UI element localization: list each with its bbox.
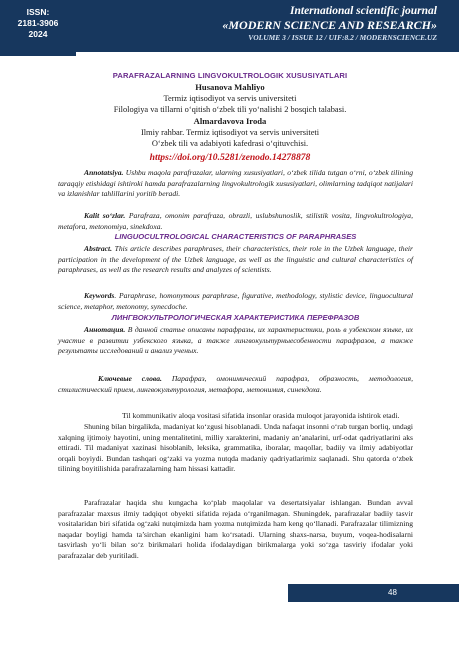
abstract-label-uz: Annotatsiya. <box>84 168 124 177</box>
keywords-uz <box>58 211 413 232</box>
affiliation-line: O‘zbek tili va adabiyoti kafedrasi o‘qituvchisi. <box>151 139 309 148</box>
abstract-label-ru: Аннотация. <box>84 325 126 334</box>
affiliation-line: Ilmiy rahbar. Termiz iqtisodiyot va servis universiteti <box>140 128 320 137</box>
abstract-label-en: Abstract. <box>84 244 113 253</box>
keywords-label-en: Keywords <box>84 291 115 300</box>
abstract-text-en: This article describes paraphrases, their characteristics, their role in the Uzbek language, their participation in the development of the Uzbek language, as well as the linguistic and cultural characteristics of paraphrases, as well as the research results and analyzes of scientists. <box>58 244 413 274</box>
author-affiliation-2 <box>60 127 400 149</box>
affiliation-line: Filologiya va tillarni o‘qitish o‘zbek tili yo‘nalishi 2 bosqich talabasi. <box>113 105 347 114</box>
journal-name: «MODERN SCIENCE AND RESEARCH» <box>222 18 437 32</box>
journal-header <box>0 0 459 52</box>
page-number: 48 <box>288 584 459 602</box>
issn-box <box>0 0 76 56</box>
author-name-1: Husanova Mahliyo <box>195 82 265 92</box>
issn-year: 2024 <box>28 29 48 39</box>
abstract-ru <box>58 325 413 357</box>
abstract-en <box>58 244 413 276</box>
keywords-en <box>58 291 413 312</box>
section-heading-en: LINGUOCULTROLOGICAL CHARACTERISTICS OF PARAPHRASES <box>114 232 357 241</box>
author-name-2: Almardavova Iroda <box>193 116 267 126</box>
abstract-text-ru: В данной статье описаны парафразы, их характеристики, роль в узбекском языке, их участие в развитии узбекского языка, а также лингвокультурныесобенности парафразов, а также результаты исследований и анализ ученых. <box>58 325 413 355</box>
journal-volume: VOLUME 3 / ISSUE 12 / UIF:8.2 / MODERNSCIENCE.UZ <box>248 33 437 42</box>
body-paragraph: Parafrazalar haqida shu kungacha ko‘plab maqolalar va desertatsiyalar ishlangan. Bundan avval parafrazalar maxsus ilmiy tadqiqot obyekti sifatida rejada o‘rganilmagan. Shuningdek, parafrazalar badiiy tasvir vositalaridan biri sifatida og‘zaki nutqimizda ham yozma nutqimizda ham keng qo‘llanadi. Parafrazalar tilimizning naqadar boyligi hamda ta’sirchan ekanligini ham ko‘rsatadi. Ularning shaxs-narsa, buyum, voqea-hodisalarni tasvirlash yo‘li bilan so‘z birikmalari holida ifodalaydigan birikmalarga yoki so‘zga tasviriy ifodalar yoki parafrazalar deb yuritiladi. <box>58 498 413 560</box>
keywords-label-uz: Kalit so‘zlar. <box>84 211 126 220</box>
keywords-ru <box>58 374 413 395</box>
issn-number: 2181-3906 <box>17 18 59 28</box>
keywords-text-ru: Парафраз, омонимический парафраз, образность, методология, стилистический прием, лингвокультурология, метафора, метонимия, синекдоха. <box>58 374 413 394</box>
keywords-label-ru: Ключевые слова. <box>98 374 162 383</box>
keywords-text-en: . Paraphrase, homonymous paraphrase, figurative, methodology, stylistic device, linguocultural science, metaphor, metonomy, synecdoche. <box>58 291 413 311</box>
journal-type: International scientific journal <box>290 5 437 17</box>
affiliation-line: Termiz iqtisodiyot va servis universiteti <box>163 94 297 103</box>
abstract-text-uz: Ushbu maqola parafrazalar, ularning xususiyatlari, o‘zbek tilida tutgan o‘rni, o‘zbek tilining taraqqiy etishidagi ishtiroki hamda parafrazalarning lingvokultrologik xususiyatlari, olimlarning tadqiqot natijalari va izlanishlar tahlillarini yoritib beradi. <box>58 168 413 198</box>
body-paragraph: Shuning bilan birgalikda, madaniyat ko‘zgusi hisoblanadi. Unda nafaqat insonni o‘rab turgan borliq, undagi xalqning ijtimoiy hayotini, uning mentalitetini, milliy xarakterini, madaniy an’analarini, urf-odat qadriyatlarini aks ettiradi. Til madaniyat xazinasi hisoblanib, leksika, grammatika, iboralar, maqollar, badiiy va ilmiy adabiyotlar orqali boyiydi. Bundan tashqari og‘zaki va yozma nutqda madaniy qadriyatlarimiz saqlanadi. Shu qatorda o‘zbek tilining boyitilishida parafrazalarning ham hissasi kattadir. <box>58 422 413 474</box>
author-affiliation-1 <box>60 93 400 115</box>
keywords-text-uz: Parafraza, omonim parafraza, obrazli, uslubshunoslik, stilistik vosita, lingvokultrologiya, metafora, metonomiya, sinekdoxa. <box>58 211 413 231</box>
body-paragraph: Til kommunikativ aloqa vositasi sifatida insonlar orasida muloqot jarayonida ishtirok etadi. <box>122 411 400 420</box>
issn-label: ISSN: <box>26 7 50 17</box>
doi-link[interactable]: https://doi.org/10.5281/zenodo.14278878 <box>149 152 311 163</box>
abstract-uz <box>58 168 413 200</box>
journal-title <box>137 4 437 44</box>
article-title: PARAFRAZALARNING LINGVOKULTROLOGIK XUSUSIYATLARI <box>112 71 348 80</box>
section-heading-ru: ЛИНГВОКУЛЬТРОЛОГИЧЕСКАЯ ХАРАКТЕРИСТИКА ПЕРЕФРАЗОВ <box>111 313 360 322</box>
